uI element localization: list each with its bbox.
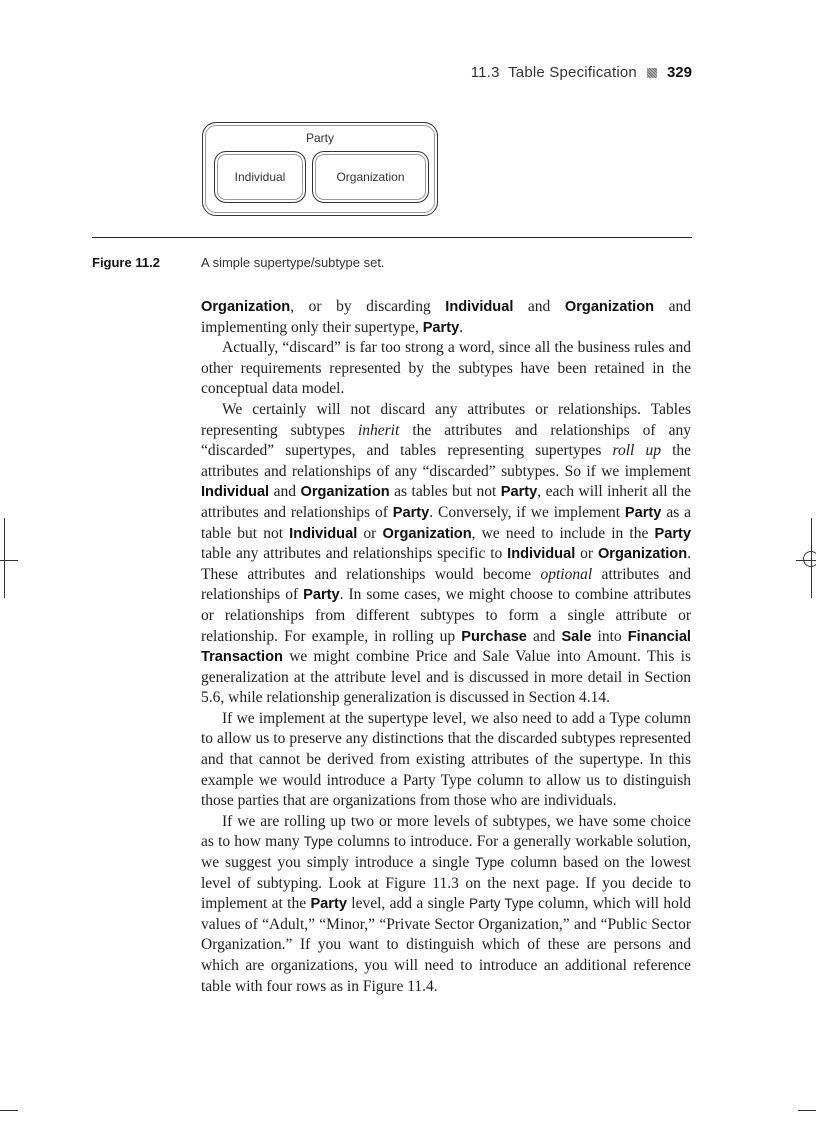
text-run: into <box>591 627 628 645</box>
text-run: Actually, “discard” is far too strong a word, since all the business rules and other requirements represented by the subtypes have been retained in the conceptual data model. <box>201 339 691 398</box>
text-run: , each will inherit all the attributes and relationships of <box>201 483 691 521</box>
entity-name: Organization <box>300 484 390 501</box>
paragraph-4 <box>201 709 691 812</box>
entity-name: Organization <box>564 299 655 315</box>
text-run: . <box>459 318 464 336</box>
entity-name: Party <box>392 504 430 521</box>
header-square-ornament-icon <box>647 68 657 78</box>
subtype-organization-box <box>312 151 429 203</box>
figure-rule <box>92 237 692 238</box>
entity-name: Organization <box>382 525 472 542</box>
text-run: and <box>513 298 565 315</box>
entity-name: Individual <box>201 484 270 501</box>
entity-name: Financial Transaction <box>201 628 691 666</box>
text-run: and implementing only their supertype, <box>201 298 691 336</box>
entity-name: Party <box>422 319 460 336</box>
text-run: attributes and relationships of <box>201 565 691 604</box>
paragraph-2 <box>201 338 691 400</box>
column-name: Party Type <box>468 896 534 912</box>
text-run: . In some cases, we might choose to combine attributes or relationships from different subtypes to form a single attribute or relationship. For example, in rolling up <box>201 586 691 645</box>
registration-circle-right-icon <box>803 551 816 567</box>
entity-name: Party <box>654 525 691 542</box>
entity-name: Party <box>500 484 538 501</box>
paragraph-5 <box>201 812 691 997</box>
text-run: column, which will hold values of “Adult,” “Minor,” “Private Sector Organization,” and “Public Sector Organization.” If you want to distinguish which of these are persons and which are organizations, you will need to introduce an additional reference table with four rows as in Figure 11.4. <box>201 895 691 995</box>
text-run: column based on the lowest level of subtyping. Look at Figure 11.3 on the next page. If you decide to implement at the <box>201 854 691 913</box>
entity-name: Individual <box>507 546 576 563</box>
page-number: 329 <box>666 64 692 81</box>
text-run: If we implement at the supertype level, we also need to add a Type column to allow us to preserve any distinctions that the discarded subtypes represented and that cannot be derived from existing attributes of the supertype. In this example we would introduce a Party Type column to allow us to distinguish those parties that are organizations from those who are individuals. <box>201 709 691 810</box>
text-run: or <box>575 545 598 563</box>
entity-name: Party <box>624 504 662 521</box>
emphasis: inherit <box>357 421 400 439</box>
body-text <box>201 297 691 997</box>
entity-name: Organization <box>201 299 291 315</box>
subtype-individual-box <box>214 151 306 203</box>
supertype-label: Party <box>305 131 334 145</box>
entity-name: Individual <box>445 299 514 315</box>
text-run: as a table but not <box>201 503 691 542</box>
crop-mark-left-horizontal <box>0 560 18 561</box>
paragraph-3 <box>201 400 691 709</box>
text-run: as tables but not <box>389 483 501 501</box>
paragraph-1 <box>201 297 691 338</box>
text-run: the attributes and relationships of any “discarded” subtypes. So if we implement <box>201 442 692 480</box>
supertype-diagram <box>202 122 438 216</box>
text-run: . These attributes and relationships would become <box>201 545 691 583</box>
entity-name: Party <box>303 587 340 604</box>
text-run: , we need to include in the <box>471 524 655 542</box>
column-name: Type <box>475 855 505 871</box>
text-run: . Conversely, if we implement <box>429 503 625 521</box>
text-run: table any attributes and relationships specific to <box>201 545 508 563</box>
crop-mark-left-vertical <box>4 518 5 598</box>
text-run: columns to introduce. For a generally workable solution, we suggest you simply introduce a single <box>201 833 691 872</box>
text-run: We certainly will not discard any attributes or relationships. Tables representing subtypes <box>201 400 691 439</box>
entity-name: Party <box>310 896 347 913</box>
text-run: If we are rolling up two or more levels of subtypes, we have some choice as to how many <box>201 812 691 851</box>
entity-name: Individual <box>289 525 358 542</box>
text-run: and <box>526 627 562 645</box>
figure-caption-label: Figure 11.2 <box>92 255 160 270</box>
section-title: 11.3 Table Specification <box>470 64 637 81</box>
text-run: we might combine Price and Sale Value into Amount. This is generalization at the attribute level and is discussed in more detail in Section 5.6, while relationship generalization is discussed in Section 4.14. <box>201 648 691 707</box>
text-run: the attributes and relationships of any “discarded” supertypes, and tables representing supertypes <box>201 421 691 460</box>
column-name: Type <box>303 834 334 850</box>
emphasis: optional <box>540 565 593 583</box>
subtype-individual-label: Individual <box>234 170 286 184</box>
emphasis: roll up <box>612 442 661 460</box>
entity-name: Purchase <box>461 628 527 645</box>
subtype-organization-label: Organization <box>336 170 405 184</box>
crop-mark-bottom-left <box>0 1110 18 1111</box>
entity-name: Sale <box>561 628 592 645</box>
running-header <box>471 64 692 81</box>
text-run: and <box>269 483 301 501</box>
figure-caption-text: A simple supertype/subtype set. <box>201 255 385 270</box>
entity-name: Organization <box>597 546 688 563</box>
text-run: , or by discarding <box>290 298 446 315</box>
text-run: level, add a single <box>346 895 469 913</box>
text-run: or <box>357 524 383 542</box>
crop-mark-bottom-right <box>798 1110 816 1111</box>
